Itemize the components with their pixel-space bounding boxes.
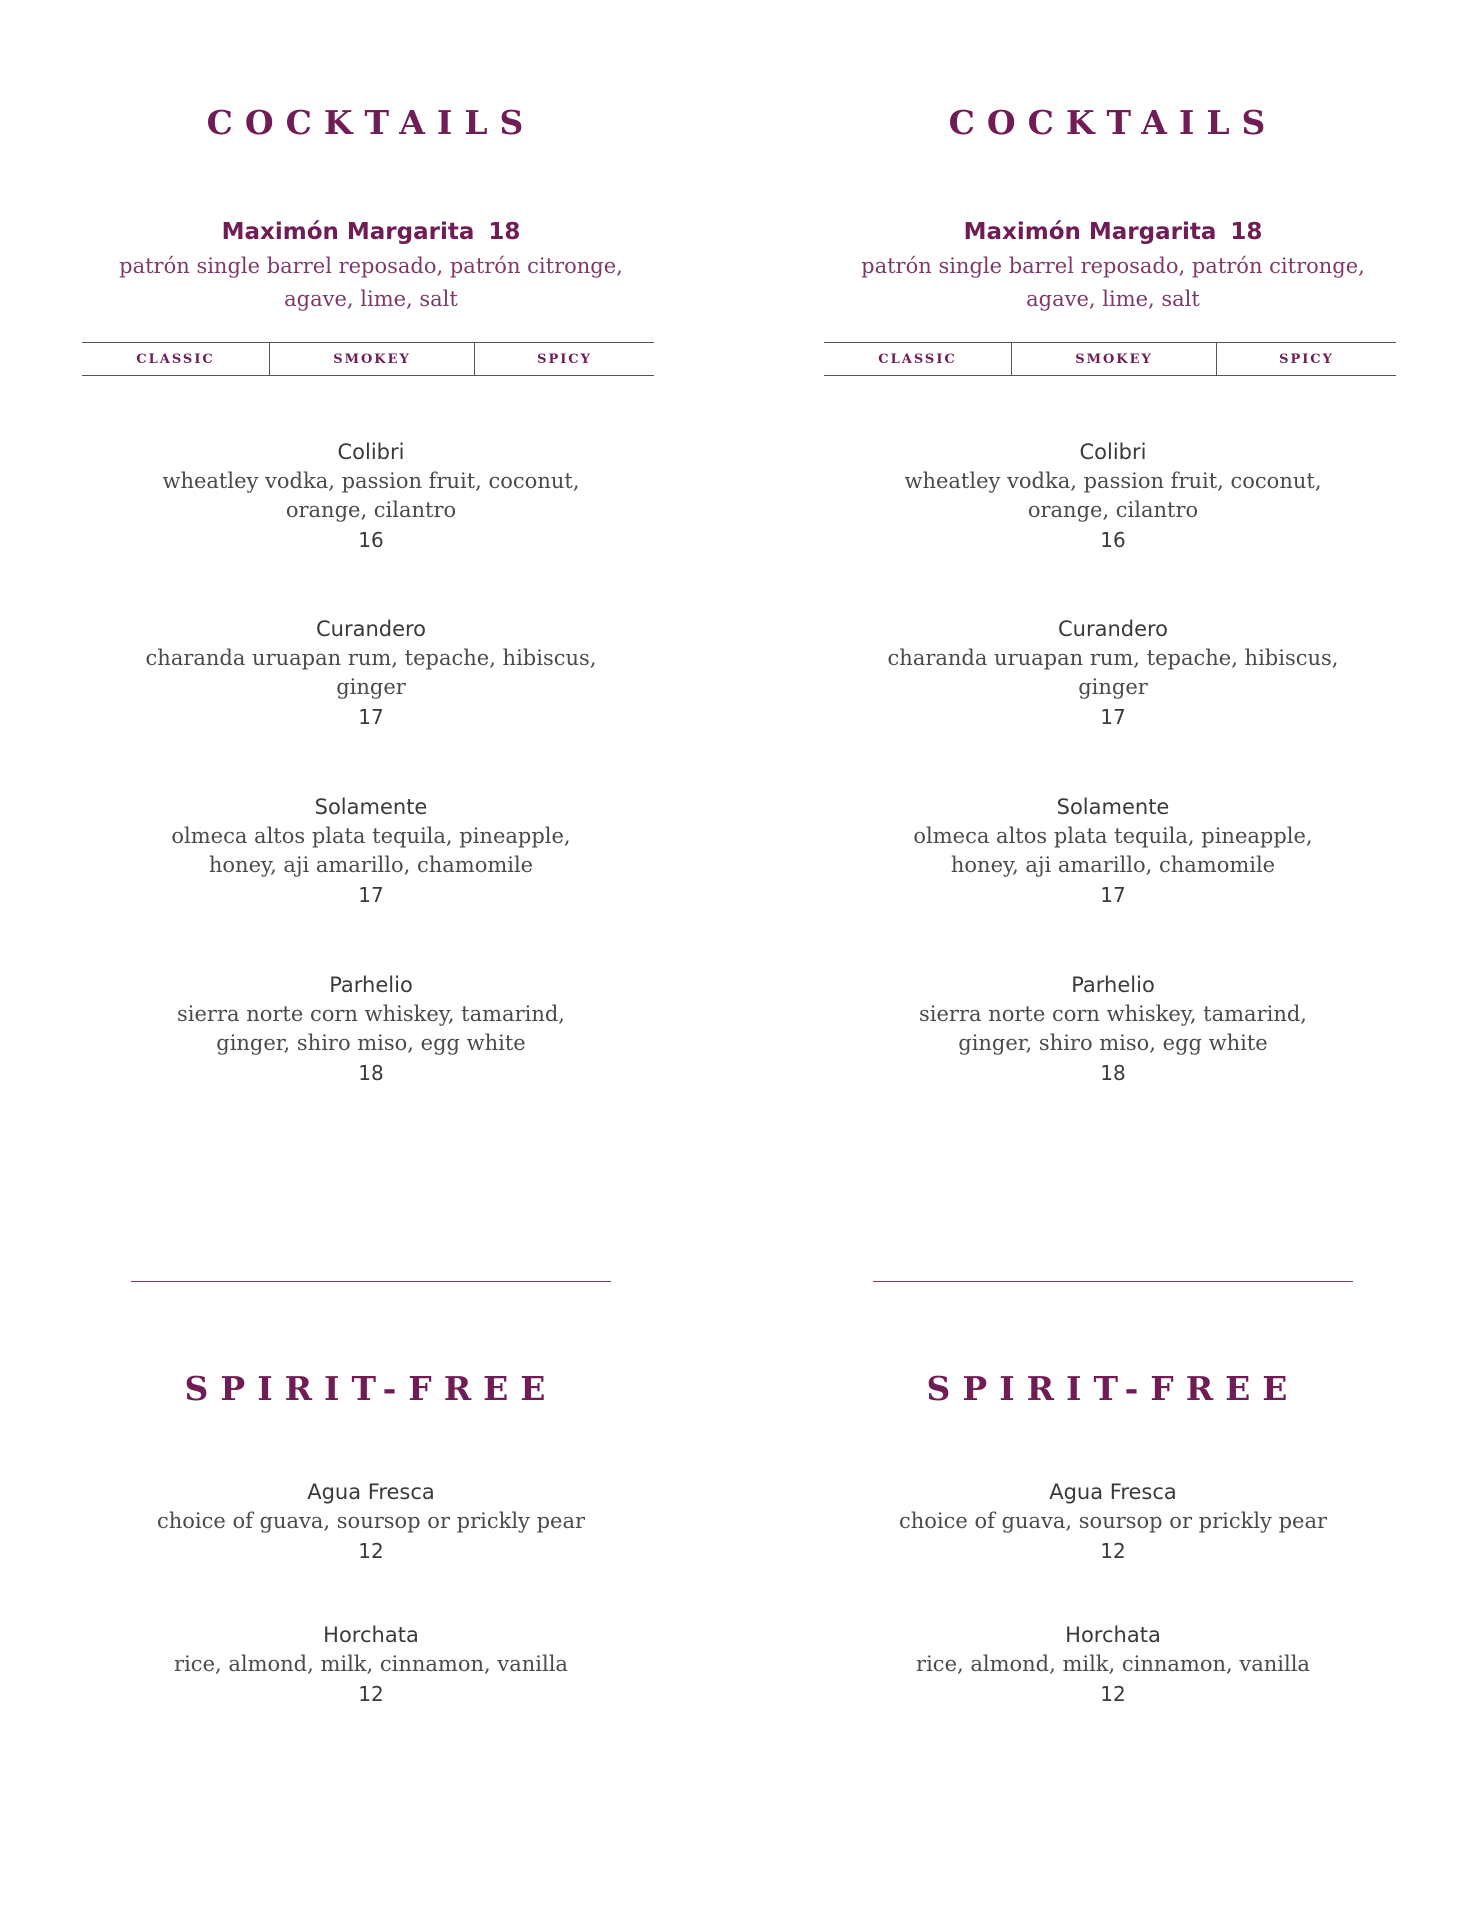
- tab-spicy[interactable]: SPICY: [537, 351, 592, 367]
- item-description: olmeca altos plata tequila, pineapple, honey, aji amarillo, chamomile: [171, 824, 571, 877]
- item-price: 17: [1100, 883, 1126, 907]
- item-name: Horchata: [1065, 1623, 1161, 1647]
- category-tabs: [82, 342, 654, 376]
- featured-price: 18: [1230, 219, 1263, 245]
- tab-spicy[interactable]: SPICY: [1279, 351, 1334, 367]
- item-description: charanda uruapan rum, tepache, hibiscus, ginger: [145, 646, 597, 699]
- item-name: Curandero: [1057, 617, 1169, 641]
- item-price: 16: [358, 528, 384, 552]
- tab-smokey[interactable]: SMOKEY: [1012, 343, 1217, 375]
- item-description: rice, almond, milk, cinnamon, vanilla: [174, 1652, 568, 1676]
- list-item: [0, 1620, 742, 1709]
- item-name: Agua Fresca: [307, 1480, 435, 1504]
- featured-description: patrón single barrel reposado, patrón citronge, agave, lime, salt: [861, 254, 1365, 311]
- item-price: 18: [1100, 1061, 1126, 1085]
- list-item: [0, 792, 742, 910]
- menu-card-right: [742, 0, 1484, 1920]
- item-price: 17: [358, 705, 384, 729]
- item-name: Solamente: [1056, 795, 1170, 819]
- item-name: Curandero: [315, 617, 427, 641]
- item-price: 12: [358, 1539, 384, 1563]
- item-name: Colibri: [337, 440, 405, 464]
- featured-name: Maximón Margarita: [221, 219, 475, 245]
- cocktails-heading: COCKTAILS: [206, 103, 536, 142]
- item-price: 17: [1100, 705, 1126, 729]
- item-name: Parhelio: [329, 973, 413, 997]
- list-item: [0, 1477, 742, 1566]
- item-price: 12: [1100, 1539, 1126, 1563]
- tab-smokey[interactable]: SMOKEY: [270, 343, 475, 375]
- item-description: charanda uruapan rum, tepache, hibiscus, ginger: [887, 646, 1339, 699]
- list-item: [742, 614, 1484, 732]
- spirit-free-heading: SPIRIT-FREE: [926, 1369, 1300, 1408]
- list-item: [742, 970, 1484, 1088]
- featured-price: 18: [488, 219, 521, 245]
- tab-classic[interactable]: CLASSIC: [824, 343, 1012, 375]
- item-description: sierra norte corn whiskey, tamarind, ginger, shiro miso, egg white: [919, 1002, 1307, 1055]
- item-price: 16: [1100, 528, 1126, 552]
- item-description: olmeca altos plata tequila, pineapple, honey, aji amarillo, chamomile: [913, 824, 1313, 877]
- item-description: choice of guava, soursop or prickly pear: [898, 1509, 1328, 1533]
- list-item: [742, 1477, 1484, 1566]
- item-price: 12: [358, 1682, 384, 1706]
- item-description: rice, almond, milk, cinnamon, vanilla: [916, 1652, 1310, 1676]
- item-description: choice of guava, soursop or prickly pear: [156, 1509, 586, 1533]
- item-description: wheatley vodka, passion fruit, coconut, orange, cilantro: [162, 469, 580, 522]
- list-item: [742, 792, 1484, 910]
- featured-title: [0, 216, 742, 248]
- item-name: Horchata: [323, 1623, 419, 1647]
- featured-cocktail: [0, 216, 742, 316]
- item-name: Colibri: [1079, 440, 1147, 464]
- item-description: sierra norte corn whiskey, tamarind, ginger, shiro miso, egg white: [177, 1002, 565, 1055]
- featured-description: patrón single barrel reposado, patrón citronge, agave, lime, salt: [119, 254, 623, 311]
- featured-title: [742, 216, 1484, 248]
- list-item: [0, 437, 742, 555]
- featured-name: Maximón Margarita: [963, 219, 1217, 245]
- list-item: [0, 970, 742, 1088]
- category-tabs: [824, 342, 1396, 376]
- item-price: 18: [358, 1061, 384, 1085]
- cocktails-heading: COCKTAILS: [948, 103, 1278, 142]
- item-name: Parhelio: [1071, 973, 1155, 997]
- list-item: [742, 1620, 1484, 1709]
- tab-classic[interactable]: CLASSIC: [82, 343, 270, 375]
- item-price: 17: [358, 883, 384, 907]
- section-divider: [873, 1281, 1353, 1282]
- list-item: [742, 437, 1484, 555]
- featured-cocktail: [742, 216, 1484, 316]
- section-divider: [131, 1281, 611, 1282]
- item-description: wheatley vodka, passion fruit, coconut, orange, cilantro: [904, 469, 1322, 522]
- item-name: Solamente: [314, 795, 428, 819]
- item-name: Agua Fresca: [1049, 1480, 1177, 1504]
- list-item: [0, 614, 742, 732]
- spirit-free-heading: SPIRIT-FREE: [184, 1369, 558, 1408]
- item-price: 12: [1100, 1682, 1126, 1706]
